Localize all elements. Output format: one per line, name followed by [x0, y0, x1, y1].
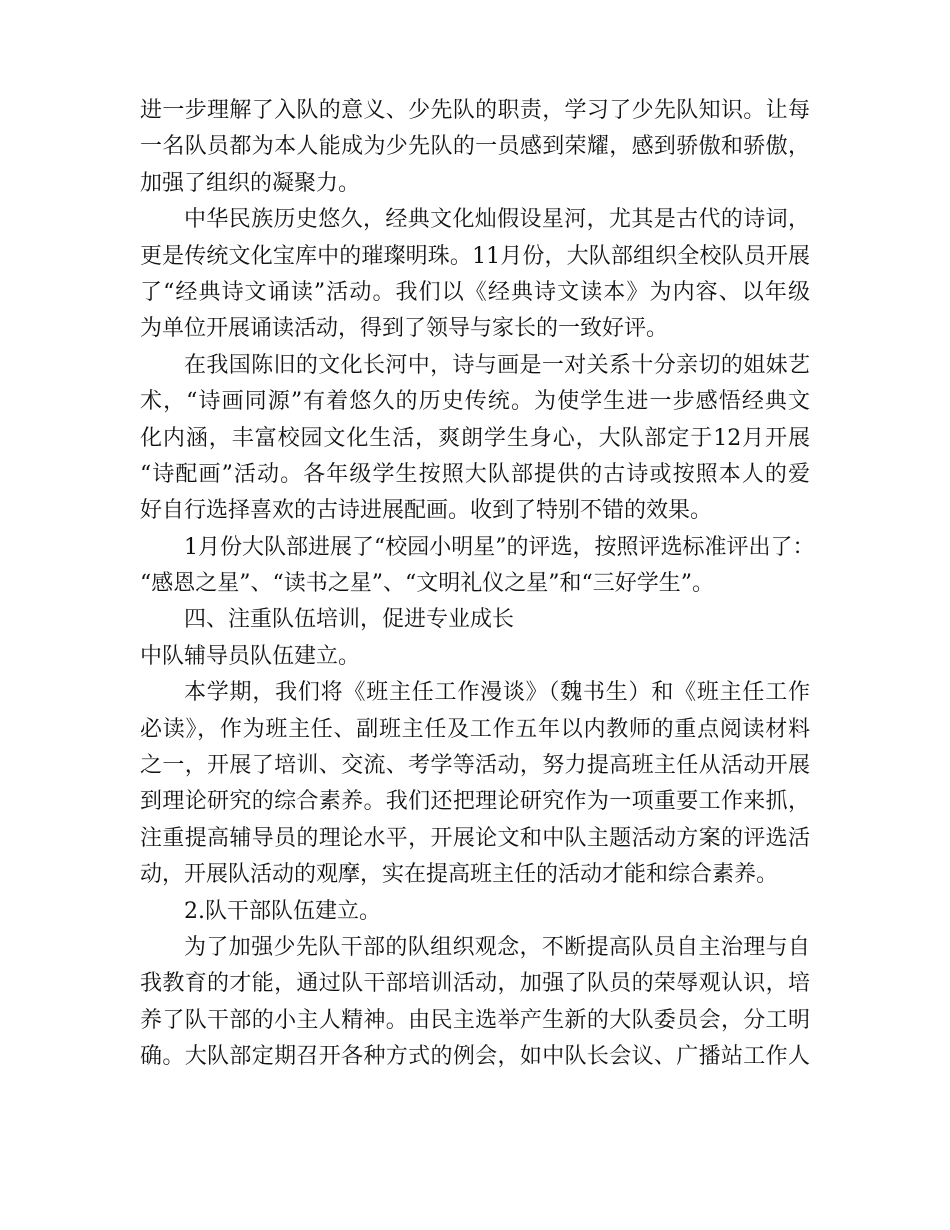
section-heading: 四、注重队伍培训，促进专业成长 — [184, 607, 515, 633]
text-line: 本学期，我们将《班主任工作漫谈》（魏书生）和《班主任工作 — [184, 680, 810, 706]
text-line: 动，开展队活动的观摩，实在提高班主任的活动才能和综合素养。 — [140, 862, 779, 888]
subsection-heading: 2.队干部队伍建立。 — [184, 898, 381, 924]
text-line: 了“经典诗文诵读”活动。我们以《经典诗文读本》为内容、以年级 — [140, 279, 810, 305]
text-line: 化内涵，丰富校园文化生活，爽朗学生身心，大队部定于12月开展 — [140, 425, 810, 451]
text-line: 我教育的才能，通过队干部培训活动，加强了队员的荣辱观认识，培 — [140, 971, 810, 997]
text-line: 一名队员都为本人能成为少先队的一员感到荣耀，感到骄傲和骄傲， — [140, 134, 810, 160]
document-body — [140, 93, 815, 1076]
text-line: 之一，开展了培训、交流、考学等活动，努力提高班主任从活动开展 — [140, 753, 810, 779]
text-line: 确。大队部定期召开各种方式的例会，如中队长会议、广播站工作人 — [140, 1044, 810, 1070]
text-line: 中队辅导员队伍建立。 — [140, 643, 361, 669]
text-line: 为单位开展诵读活动，得到了领导与家长的一致好评。 — [140, 316, 669, 342]
text-line: 必读》，作为班主任、副班主任及工作五年以内教师的重点阅读材料 — [140, 716, 810, 742]
text-line: “感恩之星”、“读书之星”、“文明礼仪之星”和“三好学生”。 — [140, 571, 714, 597]
text-line: “诗配画”活动。各年级学生按照大队部提供的古诗或按照本人的爱 — [140, 461, 810, 487]
text-line: 养了队干部的小主人精神。由民主选举产生新的大队委员会，分工明 — [140, 1007, 810, 1033]
text-line: 进一步理解了入队的意义、少先队的职责，学习了少先队知识。让每 — [140, 98, 810, 123]
text-line: 注重提高辅导员的理论水平，开展论文和中队主题活动方案的评选活 — [140, 825, 810, 851]
text-line: 中华民族历史悠久，经典文化灿假设星河，尤其是古代的诗词， — [184, 207, 810, 233]
text-line: 好自行选择喜欢的古诗进展配画。收到了特别不错的效果。 — [140, 498, 713, 524]
text-line: 1月份大队部进展了“校园小明星”的评选，按照评选标准评出了： — [184, 534, 815, 560]
text-line: 更是传统文化宝库中的璀璨明珠。11月份，大队部组织全校队员开展 — [140, 243, 810, 269]
text-line: 到理论研究的综合素养。我们还把理论研究作为一项重要工作来抓， — [140, 789, 810, 815]
text-line: 为了加强少先队干部的队组织观念，不断提高队员自主治理与自 — [184, 934, 810, 960]
text-line: 加强了组织的凝聚力。 — [140, 170, 361, 196]
text-line: 术，“诗画同源”有着悠久的历史传统。为使学生进一步感悟经典文 — [140, 389, 810, 415]
text-line: 在我国陈旧的文化长河中，诗与画是一对关系十分亲切的姐妹艺 — [184, 352, 810, 378]
